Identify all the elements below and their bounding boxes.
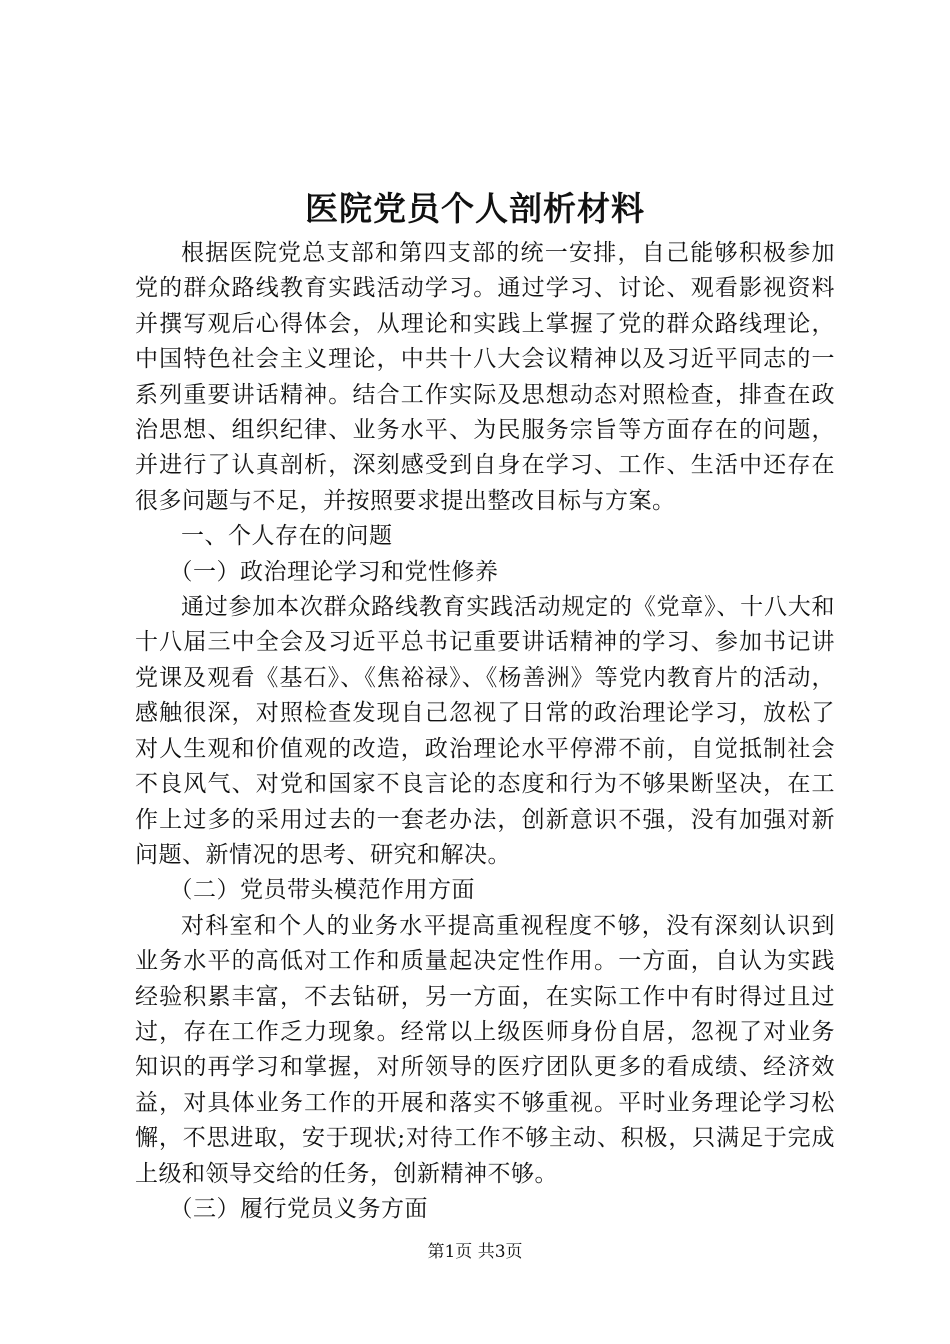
intro-paragraph: 根据医院党总支部和第四支部的统一安排，自己能够积极参加党的群众路线教育实践活动学习。通过学习、讨论、观看影视资料并撰写观后心得体会，从理论和实践上掌握了党的群众路线理论，中国特色社会主义理论，中共十八大会议精神以及习近平同志的一系列重要讲话精神。结合工作实际及思想动态对照检查，排查在政治思想、组织纪律、业务水平、为民服务宗旨等方面存在的问题，并进行了认真剖析，深刻感受到自身在学习、工作、生活中还存在很多问题与不足，并按照要求提出整改目标与方案。 (135, 240, 835, 514)
subsection-heading-party-duties: （三）履行党员义务方面 (169, 1195, 428, 1222)
page-footer: 第1页 共3页 (427, 1242, 523, 1262)
exemplary-role-paragraph: 对科室和个人的业务水平提高重视程度不够，没有深刻认识到业务水平的高低对工作和质量起决定性作用。一方面，自认为实践经验积累丰富，不去钻研，另一方面，在实际工作中有时得过且过过，存在工作乏力现象。经常以上级医师身份自居，忽视了对业务知识的再学习和掌握，对所领导的医疗团队更多的看成绩、经济效益，对具体业务工作的开展和落实不够重视。平时业务理论学习松懈，不思进取，安于现状;对待工作不够主动、积极，只满足于完成上级和领导交给的任务，创新精神不够。 (135, 912, 835, 1187)
subsection-heading-political-theory: （一）政治理论学习和党性修养 (169, 558, 499, 585)
section-heading-issues: 一、个人存在的问题 (181, 523, 393, 550)
political-theory-paragraph: 通过参加本次群众路线教育实践活动规定的《党章》、十八大和十八届三中全会及习近平总书记重要讲话精神的学习、参加书记讲党课及观看《基石》、《焦裕禄》、《杨善洲》等党内教育片的活动，感触很深，对照检查发现自己忽视了日常的政治理论学习，放松了对人生观和价值观的改造，政治理论水平停滞不前，自觉抵制社会不良风气、对党和国家不良言论的态度和行为不够果断坚决，在工作上过多的采用过去的一套老办法，创新意识不强，没有加强对新问题、新情况的思考、研究和解决。 (135, 594, 835, 868)
document-title: 医院党员个人剖析材料 (305, 189, 645, 228)
subsection-heading-exemplary-role: （二）党员带头模范作用方面 (169, 877, 475, 904)
document-body (135, 236, 835, 1227)
